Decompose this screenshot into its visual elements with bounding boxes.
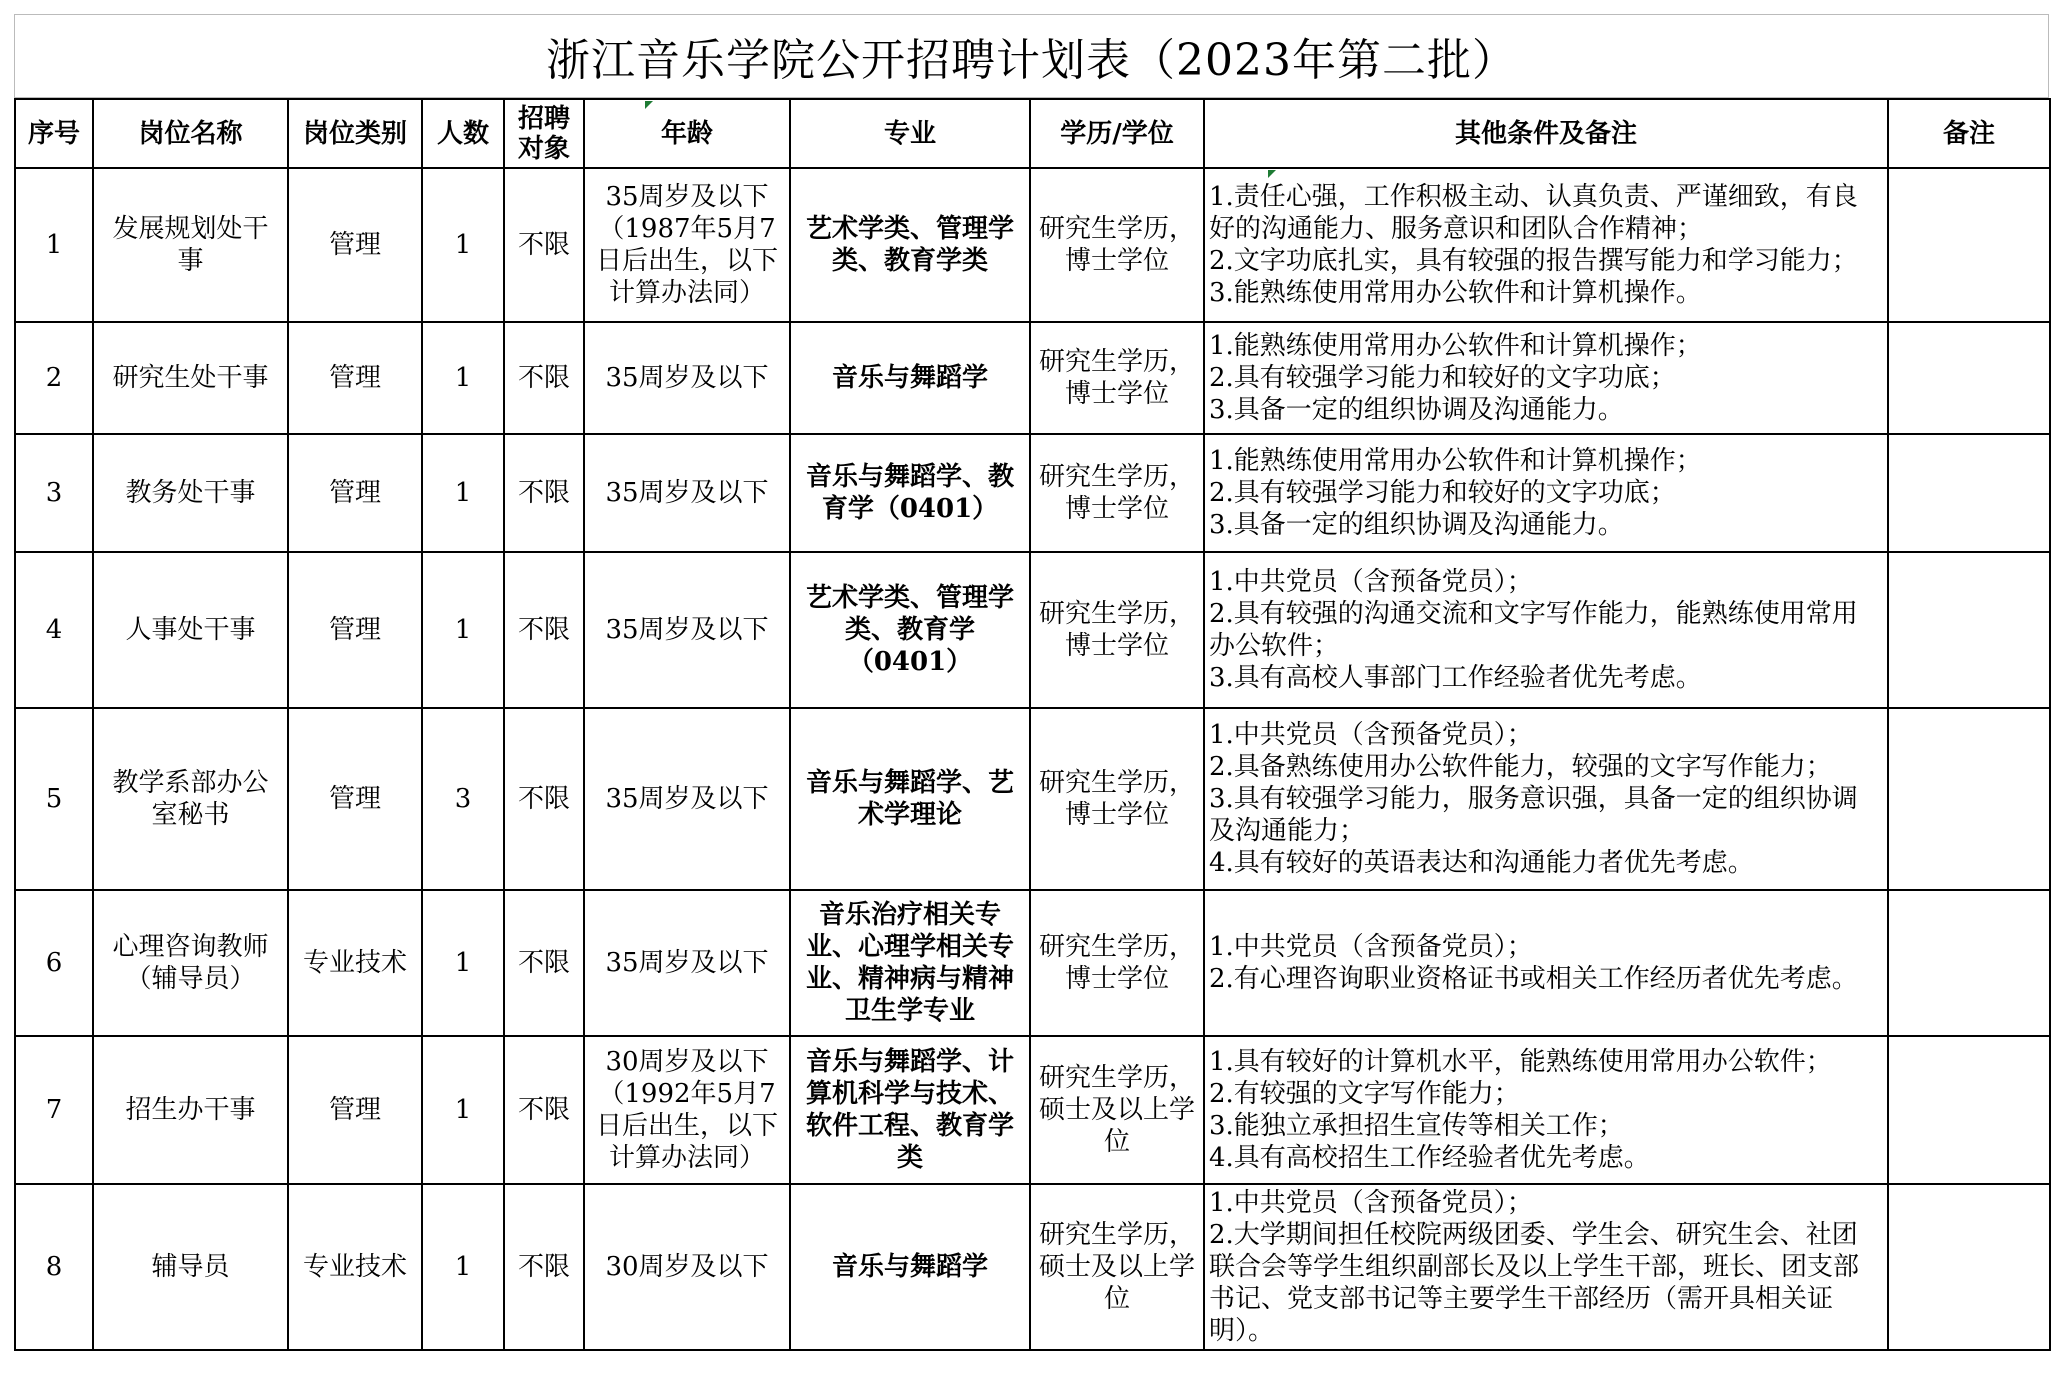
row-remarks [1888, 1036, 2050, 1184]
condition-item: 2.具有较强学习能力和较好的文字功底； [1209, 478, 1676, 508]
condition-item: 1.具有较好的计算机水平，能熟练使用常用办公软件； [1209, 1047, 1832, 1077]
header-count: 人数 [422, 99, 504, 168]
row-count: 1 [422, 1036, 504, 1184]
condition-item: 2.有心理咨询职业资格证书或相关工作经历者优先考虑。 [1209, 964, 1858, 994]
row-age: 30周岁及以下（1992年5月7日后出生，以下计算办法同） [584, 1036, 790, 1184]
condition-item: 1.中共党员（含预备党员）； [1209, 567, 1533, 597]
row-position: 研究生处干事 [93, 322, 288, 434]
header-remarks: 备注 [1888, 99, 2050, 168]
row-age: 35周岁及以下 [584, 322, 790, 434]
condition-item: 1.能熟练使用常用办公软件和计算机操作； [1209, 446, 1702, 476]
header-category: 岗位类别 [288, 99, 422, 168]
row-category: 专业技术 [288, 890, 422, 1036]
row-remarks [1888, 552, 2050, 708]
row-age: 35周岁及以下（1987年5月7日后出生，以下计算办法同） [584, 168, 790, 322]
row-category: 管理 [288, 322, 422, 434]
row-count: 3 [422, 708, 504, 890]
row-remarks [1888, 434, 2050, 552]
cell-comment-marker [645, 101, 653, 109]
recruitment-table [14, 98, 2051, 1351]
row-no: 3 [15, 434, 93, 552]
table-row [15, 322, 2050, 434]
condition-item: 3.具备一定的组织协调及沟通能力。 [1209, 395, 1624, 425]
row-count: 1 [422, 890, 504, 1036]
condition-item: 3.能独立承担招生宣传等相关工作； [1209, 1111, 1624, 1141]
row-no: 6 [15, 890, 93, 1036]
condition-item: 1.能熟练使用常用办公软件和计算机操作； [1209, 331, 1702, 361]
row-position: 教学系部办公室秘书 [93, 708, 288, 890]
row-age: 35周岁及以下 [584, 434, 790, 552]
header-age: 年龄 [584, 99, 790, 168]
condition-item: 2.文字功底扎实，具有较强的报告撰写能力和学习能力； [1209, 246, 1858, 276]
row-conditions [1204, 890, 1888, 1036]
header-target: 招聘对象 [504, 99, 584, 168]
row-category: 管理 [288, 552, 422, 708]
row-major: 音乐治疗相关专业、心理学相关专业、精神病与精神卫生学专业 [790, 890, 1030, 1036]
table-title: 浙江音乐学院公开招聘计划表（2023年第二批） [14, 14, 2049, 98]
row-target: 不限 [504, 708, 584, 890]
row-major: 音乐与舞蹈学、计算机科学与技术、软件工程、教育学类 [790, 1036, 1030, 1184]
row-conditions [1204, 322, 1888, 434]
row-position: 辅导员 [93, 1184, 288, 1350]
row-count: 1 [422, 322, 504, 434]
table-body [15, 168, 2050, 1350]
row-category: 专业技术 [288, 1184, 422, 1350]
row-no: 8 [15, 1184, 93, 1350]
condition-item: 2.具备熟练使用办公软件能力，较强的文字写作能力； [1209, 752, 1832, 782]
row-degree: 研究生学历，博士学位 [1030, 434, 1204, 552]
row-remarks [1888, 168, 2050, 322]
row-target: 不限 [504, 552, 584, 708]
row-degree: 研究生学历，博士学位 [1030, 708, 1204, 890]
row-remarks [1888, 708, 2050, 890]
condition-item: 4.具有高校招生工作经验者优先考虑。 [1209, 1143, 1650, 1173]
row-major: 音乐与舞蹈学、教育学（0401） [790, 434, 1030, 552]
row-major: 音乐与舞蹈学 [790, 1184, 1030, 1350]
condition-item: 1.中共党员（含预备党员）； [1209, 720, 1533, 750]
row-conditions [1204, 552, 1888, 708]
row-age: 35周岁及以下 [584, 890, 790, 1036]
row-position: 教务处干事 [93, 434, 288, 552]
row-conditions [1204, 1036, 1888, 1184]
cell-comment-marker [1268, 170, 1276, 178]
table-row [15, 168, 2050, 322]
row-conditions [1204, 168, 1888, 322]
row-count: 1 [422, 168, 504, 322]
row-remarks [1888, 322, 2050, 434]
table-row [15, 1184, 2050, 1350]
row-conditions [1204, 434, 1888, 552]
condition-item: 3.具备一定的组织协调及沟通能力。 [1209, 510, 1624, 540]
header-major: 专业 [790, 99, 1030, 168]
table-row [15, 552, 2050, 708]
row-degree: 研究生学历，硕士及以上学位 [1030, 1036, 1204, 1184]
row-count: 1 [422, 552, 504, 708]
row-major: 音乐与舞蹈学 [790, 322, 1030, 434]
header-conditions: 其他条件及备注 [1204, 99, 1888, 168]
row-degree: 研究生学历，博士学位 [1030, 890, 1204, 1036]
condition-item: 3.能熟练使用常用办公软件和计算机操作。 [1209, 278, 1702, 308]
row-target: 不限 [504, 1184, 584, 1350]
spreadsheet-frame [14, 14, 2049, 1369]
condition-item: 1.责任心强，工作积极主动、认真负责、严谨细致，有良好的沟通能力、服务意识和团队合作精神； [1209, 182, 1858, 244]
header-row [15, 99, 2050, 168]
row-degree: 研究生学历，硕士及以上学位 [1030, 1184, 1204, 1350]
row-conditions [1204, 1184, 1888, 1350]
row-position: 心理咨询教师（辅导员） [93, 890, 288, 1036]
row-count: 1 [422, 1184, 504, 1350]
header-degree: 学历/学位 [1030, 99, 1204, 168]
condition-item: 1.中共党员（含预备党员）； [1209, 1188, 1533, 1218]
row-age: 30周岁及以下 [584, 1184, 790, 1350]
row-remarks [1888, 890, 2050, 1036]
row-target: 不限 [504, 168, 584, 322]
row-category: 管理 [288, 434, 422, 552]
table-row [15, 434, 2050, 552]
condition-item: 2.有较强的文字写作能力； [1209, 1079, 1520, 1109]
row-degree: 研究生学历，博士学位 [1030, 322, 1204, 434]
header-position: 岗位名称 [93, 99, 288, 168]
row-major: 艺术学类、管理学类、教育学（0401） [790, 552, 1030, 708]
condition-item: 1.中共党员（含预备党员）； [1209, 932, 1533, 962]
row-remarks [1888, 1184, 2050, 1350]
condition-item: 3.具有高校人事部门工作经验者优先考虑。 [1209, 663, 1702, 693]
row-target: 不限 [504, 434, 584, 552]
row-target: 不限 [504, 890, 584, 1036]
condition-item: 2.具有较强学习能力和较好的文字功底； [1209, 363, 1676, 393]
row-category: 管理 [288, 1036, 422, 1184]
row-no: 7 [15, 1036, 93, 1184]
row-major: 音乐与舞蹈学、艺术学理论 [790, 708, 1030, 890]
condition-item: 4.具有较好的英语表达和沟通能力者优先考虑。 [1209, 848, 1754, 878]
row-count: 1 [422, 434, 504, 552]
table-row [15, 708, 2050, 890]
row-degree: 研究生学历，博士学位 [1030, 168, 1204, 322]
row-category: 管理 [288, 708, 422, 890]
row-conditions [1204, 708, 1888, 890]
row-position: 人事处干事 [93, 552, 288, 708]
row-category: 管理 [288, 168, 422, 322]
row-target: 不限 [504, 322, 584, 434]
row-position: 招生办干事 [93, 1036, 288, 1184]
row-age: 35周岁及以下 [584, 708, 790, 890]
row-no: 1 [15, 168, 93, 322]
table-row [15, 890, 2050, 1036]
header-no: 序号 [15, 99, 93, 168]
condition-item: 2.具有较强的沟通交流和文字写作能力，能熟练使用常用办公软件； [1209, 599, 1858, 661]
row-major: 艺术学类、管理学类、教育学类 [790, 168, 1030, 322]
condition-item: 2.大学期间担任校院两级团委、学生会、研究生会、社团联合会等学生组织副部长及以上学生干部，班长、团支部书记、党支部书记等主要学生干部经历（需开具相关证明）。 [1209, 1220, 1860, 1346]
condition-item: 3.具有较强学习能力，服务意识强，具备一定的组织协调及沟通能力； [1209, 784, 1858, 846]
row-degree: 研究生学历，博士学位 [1030, 552, 1204, 708]
row-target: 不限 [504, 1036, 584, 1184]
row-position: 发展规划处干事 [93, 168, 288, 322]
row-age: 35周岁及以下 [584, 552, 790, 708]
table-row [15, 1036, 2050, 1184]
row-no: 2 [15, 322, 93, 434]
row-no: 5 [15, 708, 93, 890]
row-no: 4 [15, 552, 93, 708]
